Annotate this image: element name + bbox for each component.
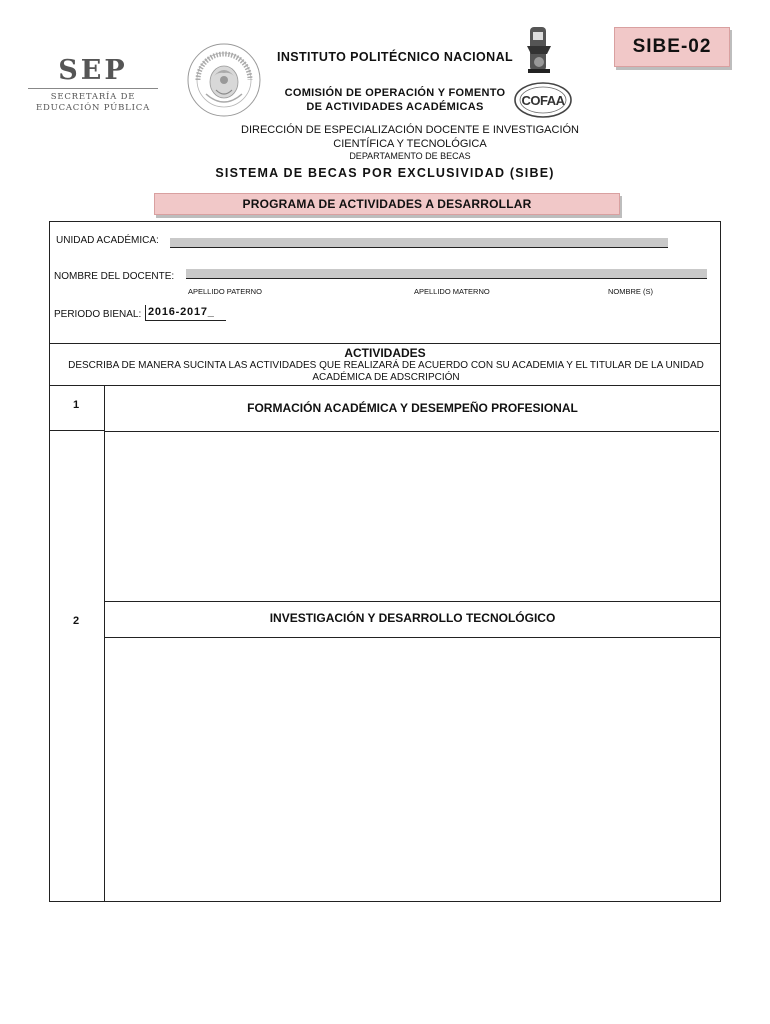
sep-logo-subtitle-2: EDUCACIÓN PÚBLICA [35, 103, 151, 113]
comision-line-1: COMISIÓN DE OPERACIÓN Y FOMENTO [284, 87, 506, 99]
activity-1-content-area[interactable] [105, 432, 720, 600]
cofaa-logo-icon [513, 80, 573, 120]
nombre-docente-field[interactable] [186, 269, 707, 279]
ipn-logo-icon [519, 24, 559, 76]
activity-2-content-area[interactable] [105, 638, 720, 900]
nombres-label: NOMBRE (S) [608, 287, 653, 296]
divider [49, 430, 104, 431]
form-code-badge: SIBE-02 [614, 27, 730, 67]
direccion-line-1: DIRECCIÓN DE ESPECIALIZACIÓN DOCENTE E INVESTIGACIÓN [241, 124, 579, 136]
sistema-title: SISTEMA DE BECAS POR EXCLUSIVIDAD (SIBE) [215, 166, 555, 180]
activity-1-number: 1 [72, 399, 80, 411]
coat-of-arms-seal-icon [186, 42, 262, 118]
direccion-line-2: CIENTÍFICA Y TECNOLÓGICA [333, 138, 487, 150]
programa-title-bar: PROGRAMA DE ACTIVIDADES A DESARROLLAR [154, 193, 620, 215]
actividades-title: ACTIVIDADES [344, 346, 426, 360]
direccion-title [200, 123, 620, 151]
actividades-description: DESCRIBA DE MANERA SUCINTA LAS ACTIVIDADES QUE REALIZARÁ DE ACUERDO CON SU ACADEMIA Y EL TITULAR DE LA UNIDAD ACADÉMICA DE ADSCRIPCIÓN [68, 360, 704, 383]
departamento-title: DEPARTAMENTO DE BECAS [349, 151, 471, 161]
activity-1-title: FORMACIÓN ACADÉMICA Y DESEMPEÑO PROFESIONAL [247, 401, 578, 415]
sep-logo-subtitle-1: SECRETARÍA DE [50, 92, 136, 102]
periodo-bienal-field[interactable]: 2016-2017_ [146, 305, 226, 321]
comision-line-2: DE ACTIVIDADES ACADÉMICAS [306, 101, 484, 113]
divider [104, 601, 721, 602]
institution-title: INSTITUTO POLITÉCNICO NACIONAL [276, 50, 514, 64]
unidad-academica-label: UNIDAD ACADÉMICA: [56, 235, 159, 246]
activity-2-title: INVESTIGACIÓN Y DESARROLLO TECNOLÓGICO [269, 611, 556, 625]
periodo-bienal-label: PERIODO BIENAL: [54, 309, 142, 320]
svg-text:COFAA: COFAA [521, 93, 565, 108]
unidad-academica-field[interactable] [170, 238, 668, 248]
sep-logo [28, 56, 158, 116]
sep-logo-word: SEP [58, 55, 128, 86]
apellido-materno-label: APELLIDO MATERNO [414, 287, 490, 296]
divider [49, 343, 721, 344]
nombre-docente-label: NOMBRE DEL DOCENTE: [54, 271, 175, 282]
divider [49, 385, 721, 386]
activity-2-number: 2 [72, 615, 80, 627]
comision-title [270, 86, 520, 114]
apellido-paterno-label: APELLIDO PATERNO [188, 287, 262, 296]
